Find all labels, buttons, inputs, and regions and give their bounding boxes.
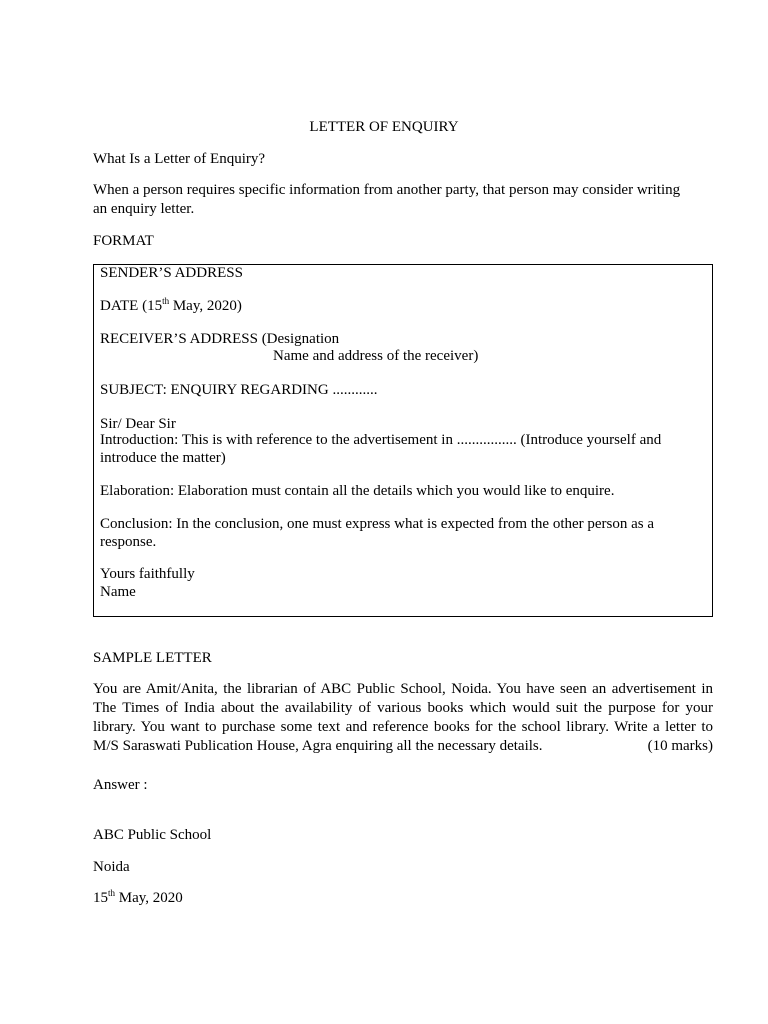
format-elaboration: Elaboration: Elaboration must contain all the details which you would like to enquire. [100,483,615,499]
format-salutation: Sir/ Dear Sir [100,416,176,432]
answer-date: 15th May, 2020 [93,888,183,906]
marks-label: (10 marks) [647,738,713,754]
question-heading: What Is a Letter of Enquiry? [93,151,266,167]
document-title: LETTER OF ENQUIRY [309,119,459,135]
format-date: DATE (15th May, 2020) [100,296,242,314]
format-conclusion-line-1: Conclusion: In the conclusion, one must express what is expected from the other person as a [100,516,655,532]
format-name: Name [100,584,136,600]
sample-question-line-4-text: M/S Saraswati Publication House, Agra enquiring all the necessary details. [93,738,543,754]
format-receivers-address-cont: Name and address of the receiver) [273,348,479,364]
sample-question-line-2: The Times of India about the availability of various books which would suit the purpose for your [93,700,713,716]
answer-label: Answer : [93,777,148,793]
answer-school: ABC Public School [93,827,212,843]
format-introduction-line-2: introduce the matter) [100,450,226,466]
format-receivers-address: RECEIVER’S ADDRESS (Designation [100,331,340,347]
format-closing: Yours faithfully [100,566,195,582]
definition-line-1: When a person requires specific information from another party, that person may consider writing [93,182,681,198]
answer-city: Noida [93,859,130,875]
sample-question-line-4 [93,737,713,756]
format-conclusion-line-2: response. [100,534,157,550]
format-senders-address: SENDER’S ADDRESS [100,265,243,281]
sample-question-line-3: library. You want to purchase some text and reference books for the school library. Write a letter to [93,719,713,735]
format-subject: SUBJECT: ENQUIRY REGARDING ............ [100,382,378,398]
sample-question-line-1: You are Amit/Anita, the librarian of ABC Public School, Noida. You have seen an advertisement in [93,681,713,697]
definition-line-2: an enquiry letter. [93,201,195,217]
format-introduction-line-1: Introduction: This is with reference to the advertisement in ................ (Introduce yourself and [100,432,662,448]
format-heading: FORMAT [93,233,154,249]
sample-heading: SAMPLE LETTER [93,650,212,666]
